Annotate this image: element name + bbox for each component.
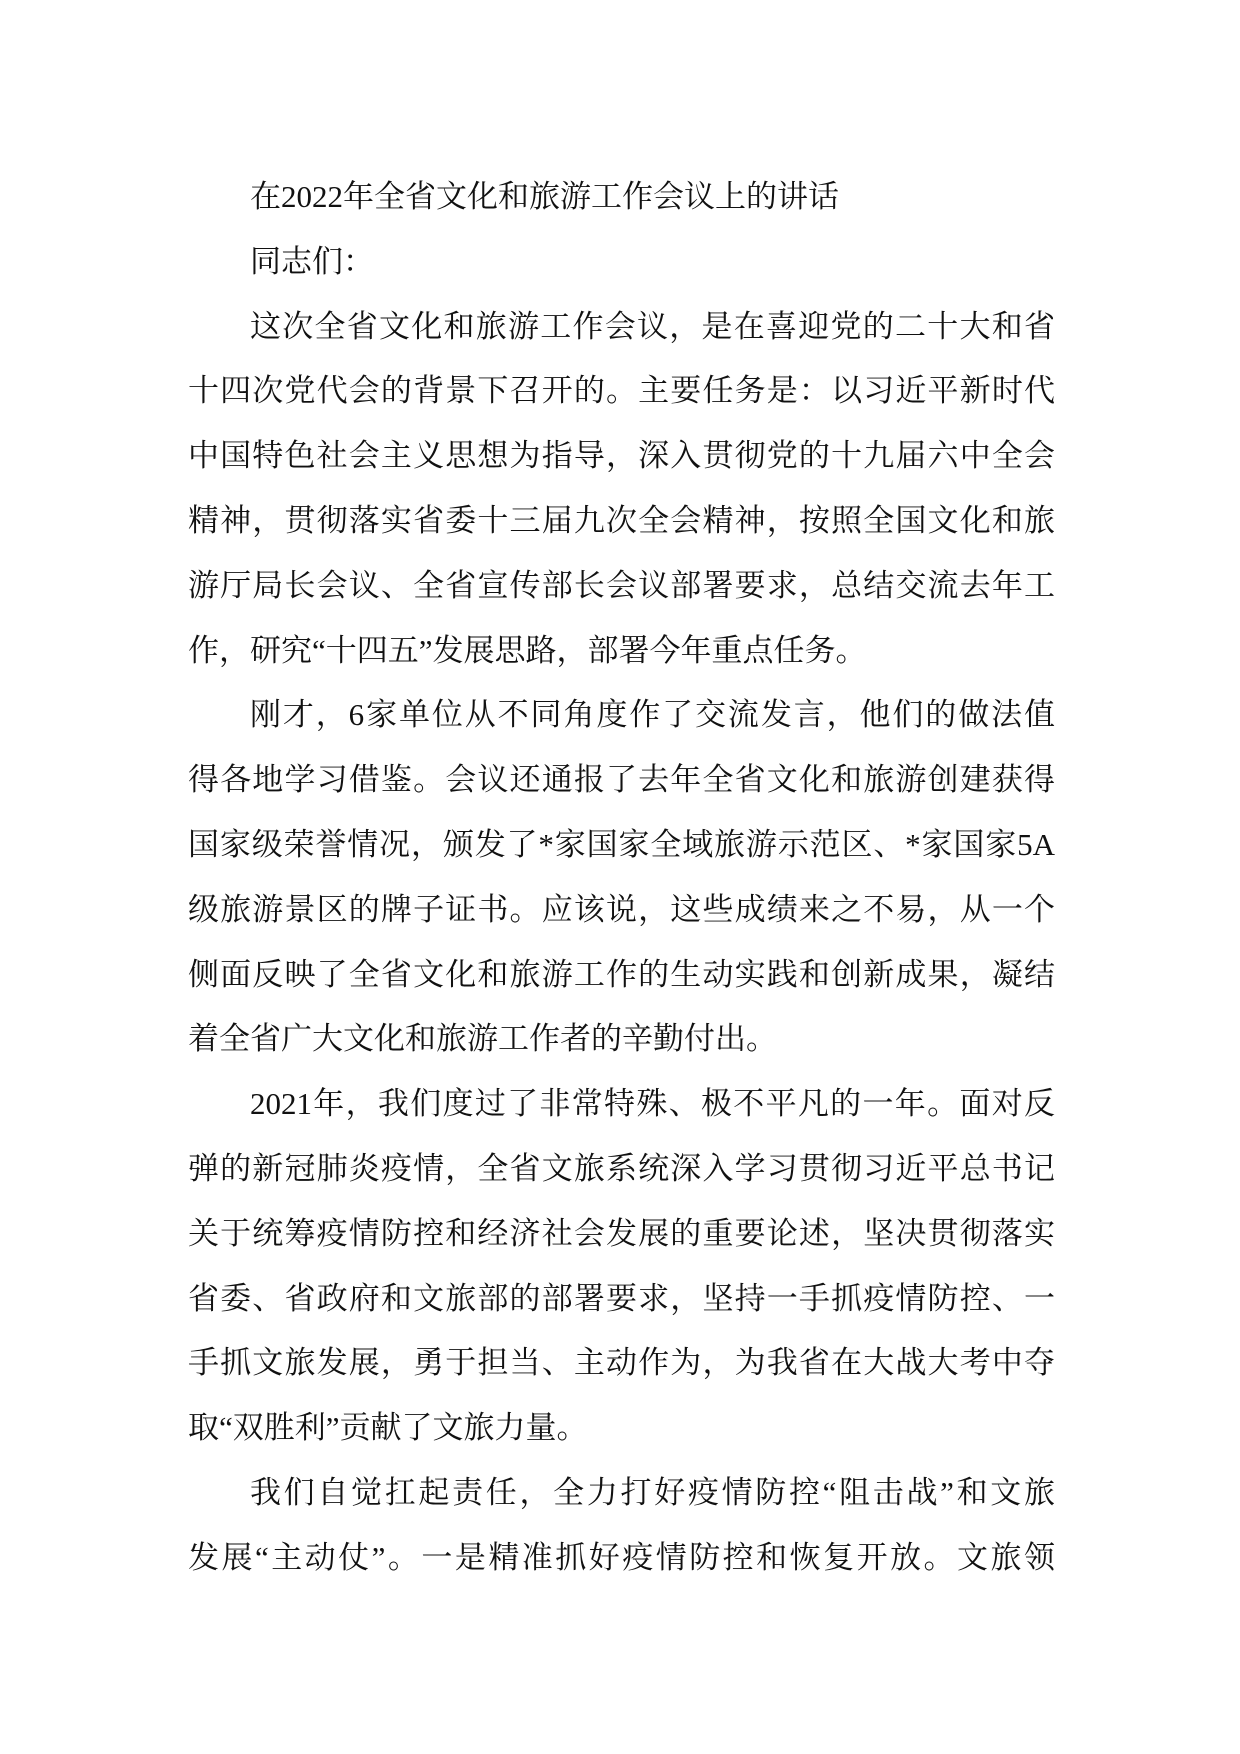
text-line: 得各地学习借鉴。会议还通报了去年全省文化和旅游创建获得 xyxy=(188,762,1055,798)
document-body xyxy=(188,165,1055,1591)
paragraph-2 xyxy=(188,683,1055,1072)
text-line: 刚才，6家单位从不同角度作了交流发言，他们的做法值 xyxy=(250,697,1055,733)
document-title: 在2022年全省文化和旅游工作会议上的讲话 xyxy=(250,179,839,214)
text-line: 手抓文旅发展，勇于担当、主动作为，为我省在大战大考中夺 xyxy=(188,1345,1055,1381)
text-line: 着全省广大文化和旅游工作者的辛勤付出。 xyxy=(188,1021,777,1057)
text-line: 这次全省文化和旅游工作会议，是在喜迎党的二十大和省 xyxy=(250,308,1055,344)
text-line: 2021年，我们度过了非常特殊、极不平凡的一年。面对反 xyxy=(250,1086,1055,1122)
text-line: 关于统筹疫情防控和经济社会发展的重要论述，坚决贯彻落实 xyxy=(188,1215,1055,1251)
text-line: 级旅游景区的牌子证书。应该说，这些成绩来之不易，从一个 xyxy=(188,891,1055,927)
text-line: 作，研究“十四五”发展思路，部署今年重点任务。 xyxy=(188,632,867,668)
text-line: 中国特色社会主义思想为指导，深入贯彻党的十九届六中全会 xyxy=(188,438,1055,474)
text-line: 发展“主动仗”。一是精准抓好疫情防控和恢复开放。文旅领 xyxy=(188,1539,1055,1575)
text-line: 省委、省政府和文旅部的部署要求，坚持一手抓疫情防控、一 xyxy=(188,1280,1055,1316)
paragraph-1 xyxy=(188,295,1055,684)
paragraph-3 xyxy=(188,1072,1055,1461)
text-line: 游厅局长会议、全省宣传部长会议部署要求，总结交流去年工 xyxy=(188,567,1055,603)
text-line: 精神，贯彻落实省委十三届九次全会精神，按照全国文化和旅 xyxy=(188,502,1055,538)
text-line: 弹的新冠肺炎疫情，全省文旅系统深入学习贯彻习近平总书记 xyxy=(188,1150,1055,1186)
paragraph-4 xyxy=(188,1461,1055,1591)
text-line: 十四次党代会的背景下召开的。主要任务是：以习近平新时代 xyxy=(188,373,1055,409)
text-line: 侧面反映了全省文化和旅游工作的生动实践和创新成果，凝结 xyxy=(188,956,1055,992)
text-line: 取“双胜利”贡献了文旅力量。 xyxy=(188,1410,588,1446)
salutation: 同志们： xyxy=(250,243,374,279)
text-line: 我们自觉扛起责任，全力打好疫情防控“阻击战”和文旅 xyxy=(250,1474,1055,1510)
text-line: 国家级荣誉情况，颁发了*家国家全域旅游示范区、*家国家5A xyxy=(188,826,1055,862)
